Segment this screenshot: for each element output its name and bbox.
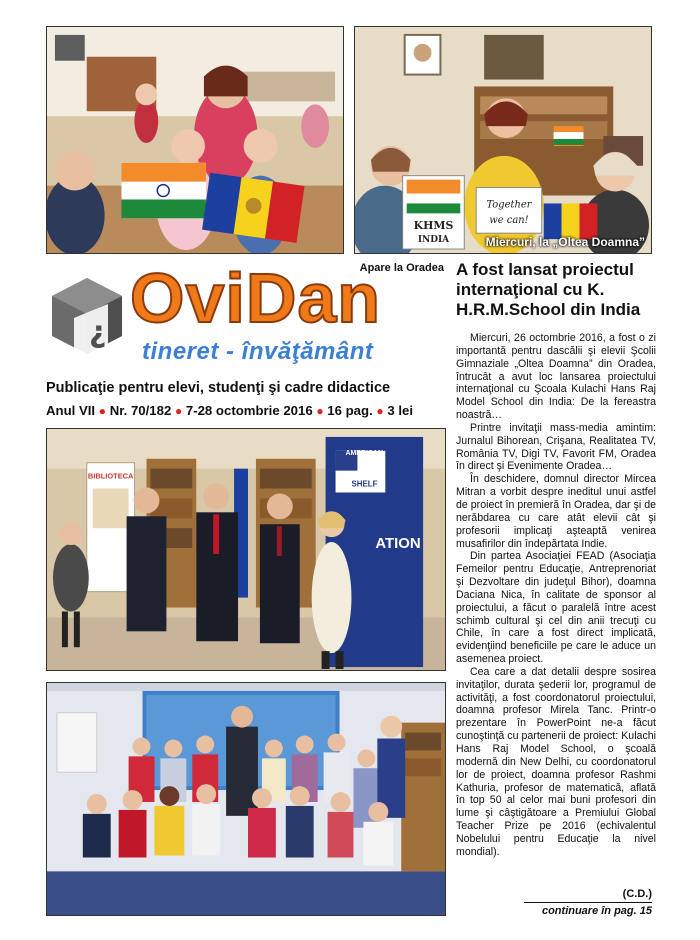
continuation-divider: [524, 902, 652, 903]
sign-khms-line2: INDIA: [417, 235, 450, 246]
logo-wordmark: OviDan: [130, 259, 382, 337]
issue-dates: 7-28 octombrie 2016: [185, 403, 313, 418]
photo-classroom-flags-image: [47, 27, 343, 253]
article-paragraph: Cea care a dat detalii despre sosirea invitaţilor, durata şederii lor, programul de activităţi, a fost coordonatorul proiectului, doamna profesor Mirela Tanc. Printr-o prezentare în PowerPoint ne-a făcut cunoştinţă cu partenerii de proiect: Kulachi Hans Raj Model School, o şcoală modernă din New Delhi, cu coordonatorul lor de proiect, doamna profesor Rashmi Kathuria, profesor de matematică, aflată în top 50 al celor mai buni profesori din lume şi câştigătoare a Premiului Global Teacher Prize pe 2016 (echivalentul Nobelului pentru Educaţie la nivel mondial).: [456, 665, 656, 858]
sign-together-line2: we can!: [489, 215, 529, 227]
article-paragraph: Din partea Asociaţiei FEAD (Asociaţia Femeilor pentru Educaţie, Antreprenoriat şi Dezvoltare din judeţul Bihor), doamna Daciana Nica, în calitate de sponsor al proiectului, a făcut o paralelă între acest schimb cultural şi cel din anii trecuţi cu Chile, în care a fost direct implicată, evidenţiind beneficiile pe care le aduce un asemenea proiect.: [456, 550, 656, 666]
banner-shelf: SHELF: [351, 479, 378, 489]
photo-group-image: [47, 683, 445, 915]
article-signature: (C.D.): [622, 888, 652, 900]
photo-officials-library-image: [47, 429, 445, 670]
publication-place: Apare la Oradea: [359, 262, 444, 274]
bullet-icon: ●: [98, 404, 107, 418]
article-paragraph: În deschidere, domnul director Mircea Mitran a vorbit despre ineditul unui astfel de proiect în premieră în Oradea, dar şi de nerăbdarea cu care atât elevii cât şi profesorii implicaţi aşteaptă venirea musafirilor din îndepărtata Indie.: [456, 473, 656, 550]
bullet-icon: ●: [174, 404, 183, 418]
banner-american: AMERICAN: [345, 449, 383, 457]
logo-subtitle: tineret - învăţământ: [142, 338, 374, 365]
issue-price: 3 lei: [387, 403, 413, 418]
bullet-icon: ●: [316, 404, 324, 418]
continuation-link[interactable]: continuare în pag. 15: [541, 905, 652, 917]
issue-pages: 16 pag.: [327, 403, 373, 418]
banner-ation: ATION: [375, 536, 421, 553]
article: [456, 260, 656, 859]
article-body: [456, 332, 656, 859]
photo-classroom-flags: [46, 26, 344, 254]
photo-group: [46, 682, 446, 916]
banner-biblioteca: BIBLIOTECA: [87, 471, 134, 481]
issue-year: Anul VII: [46, 403, 96, 418]
masthead: [46, 260, 446, 426]
tagline: Publicaţie pentru elevi, studenţi şi cadre didactice: [46, 380, 391, 396]
bullet-icon: ●: [376, 404, 384, 418]
article-paragraph: Printre invitaţii mass-media amintim: Jurnalul Bihorean, Crişana, Realitatea TV, România TV, Digi TV, Favorit FM, Oradea în direct şi Evenimente Oradea…: [456, 421, 656, 473]
issue-number: Nr. 70/182: [109, 403, 172, 418]
photo-officials-library: [46, 428, 446, 671]
photo-teachers-signs: [354, 26, 652, 254]
photo-caption: Miercuri, la „Oltea Doamna”: [485, 235, 645, 249]
article-headline: A fost lansat proiectul internaţional cu K. H.R.M.School din India: [456, 260, 641, 319]
sign-khms-line1: KHMS: [413, 219, 454, 233]
sign-together-line1: Together: [486, 199, 532, 211]
issue-info: [46, 403, 413, 418]
svg-text:¿: ¿: [89, 315, 107, 350]
photo-teachers-signs-image: [355, 27, 651, 253]
article-paragraph: Miercuri, 26 octombrie 2016, a fost o zi importantă pentru dascălii şi elevii Şcolii Gimnaziale „Oltea Doamna” din Oradea, întrucât a avut loc lansarea proiectului internaţional cu Şcoala Kulachi Hans Raj Model School din India: De la fereastra noastră…: [456, 332, 656, 422]
logo-cube-icon: [48, 274, 126, 360]
